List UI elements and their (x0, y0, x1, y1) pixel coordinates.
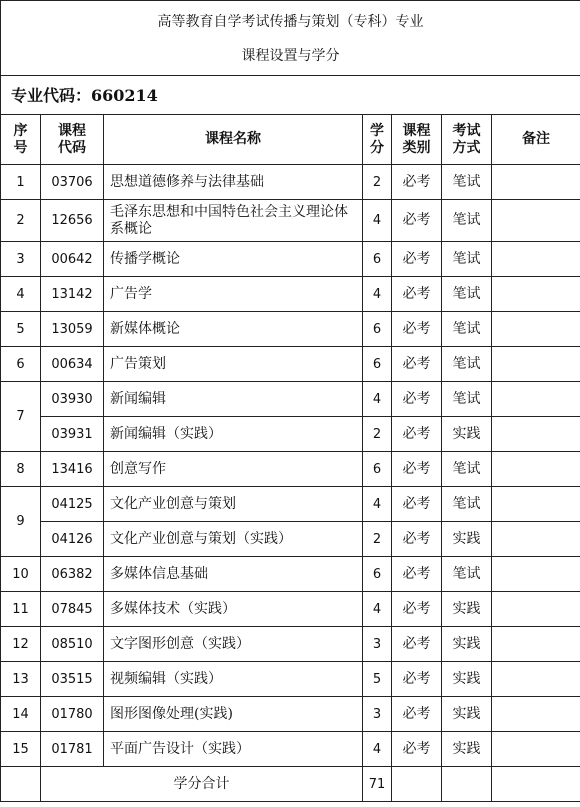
exam-cell: 实践 (442, 417, 492, 452)
seq-cell: 3 (1, 242, 41, 277)
category-cell: 必考 (392, 522, 442, 557)
seq-cell: 11 (1, 592, 41, 627)
name-cell: 视频编辑（实践） (104, 662, 363, 697)
name-cell: 创意写作 (104, 452, 363, 487)
name-cell: 文化产业创意与策划 (104, 487, 363, 522)
exam-cell: 实践 (442, 592, 492, 627)
name-cell: 新媒体概论 (104, 312, 363, 347)
exam-cell: 实践 (442, 732, 492, 767)
category-cell: 必考 (392, 452, 442, 487)
category-cell: 必考 (392, 417, 442, 452)
credit-cell: 6 (363, 312, 392, 347)
table-title (1, 1, 580, 76)
code-cell: 06382 (41, 557, 104, 592)
name-cell: 广告学 (104, 277, 363, 312)
name-cell: 平面广告设计（实践） (104, 732, 363, 767)
credit-cell: 6 (363, 557, 392, 592)
note-cell (492, 242, 580, 277)
name-cell: 图形图像处理(实践) (104, 697, 363, 732)
credit-cell: 6 (363, 452, 392, 487)
note-cell (492, 382, 580, 417)
credit-cell: 6 (363, 347, 392, 382)
name-cell: 毛泽东思想和中国特色社会主义理论体系概论 (104, 200, 363, 242)
title-row (1, 1, 580, 76)
seq-cell: 6 (1, 347, 41, 382)
seq-cell: 13 (1, 662, 41, 697)
seq-cell: 12 (1, 627, 41, 662)
code-cell: 00642 (41, 242, 104, 277)
credit-cell: 2 (363, 417, 392, 452)
note-cell (492, 312, 580, 347)
category-cell: 必考 (392, 557, 442, 592)
category-cell: 必考 (392, 165, 442, 200)
title-line-2: 课程设置与学分 (241, 47, 340, 64)
category-cell: 必考 (392, 312, 442, 347)
total-credit: 71 (363, 767, 392, 802)
category-cell: 必考 (392, 662, 442, 697)
exam-cell: 笔试 (442, 487, 492, 522)
note-cell (492, 417, 580, 452)
table-row (1, 452, 580, 487)
exam-cell: 笔试 (442, 242, 492, 277)
header-course-name: 课程名称 (104, 115, 363, 165)
exam-cell: 笔试 (442, 347, 492, 382)
exam-cell: 实践 (442, 662, 492, 697)
code-cell: 13142 (41, 277, 104, 312)
header-exam-method: 考试 方式 (442, 115, 492, 165)
category-cell: 必考 (392, 347, 442, 382)
table-row (1, 347, 580, 382)
code-cell: 00634 (41, 347, 104, 382)
table-row (1, 592, 580, 627)
header-note: 备注 (492, 115, 580, 165)
note-cell (492, 165, 580, 200)
code-cell: 03931 (41, 417, 104, 452)
total-empty-cell (492, 767, 580, 802)
credit-cell: 4 (363, 200, 392, 242)
note-cell (492, 557, 580, 592)
table-row (1, 277, 580, 312)
header-seq: 序 号 (1, 115, 41, 165)
code-cell: 12656 (41, 200, 104, 242)
code-cell: 08510 (41, 627, 104, 662)
exam-cell: 笔试 (442, 452, 492, 487)
table-row (1, 382, 580, 417)
header-category: 课程 类别 (392, 115, 442, 165)
exam-cell: 笔试 (442, 312, 492, 347)
category-cell: 必考 (392, 732, 442, 767)
table-row (1, 557, 580, 592)
table-row (1, 662, 580, 697)
code-cell: 13059 (41, 312, 104, 347)
note-cell (492, 452, 580, 487)
seq-cell: 1 (1, 165, 41, 200)
credit-cell: 3 (363, 627, 392, 662)
total-empty-cell (1, 767, 41, 802)
table-row (1, 732, 580, 767)
category-cell: 必考 (392, 242, 442, 277)
exam-cell: 笔试 (442, 277, 492, 312)
name-cell: 文化产业创意与策划（实践） (104, 522, 363, 557)
table-row (1, 627, 580, 662)
code-cell: 07845 (41, 592, 104, 627)
note-cell (492, 487, 580, 522)
note-cell (492, 697, 580, 732)
table-row (1, 312, 580, 347)
note-cell (492, 522, 580, 557)
code-cell: 04126 (41, 522, 104, 557)
table-row (1, 165, 580, 200)
note-cell (492, 592, 580, 627)
name-cell: 多媒体技术（实践） (104, 592, 363, 627)
total-empty-cell (442, 767, 492, 802)
exam-cell: 笔试 (442, 165, 492, 200)
code-cell: 03930 (41, 382, 104, 417)
credit-cell: 4 (363, 382, 392, 417)
table-row (1, 697, 580, 732)
seq-cell: 10 (1, 557, 41, 592)
credit-cell: 4 (363, 592, 392, 627)
code-cell: 03515 (41, 662, 104, 697)
name-cell: 新闻编辑（实践） (104, 417, 363, 452)
credit-cell: 4 (363, 487, 392, 522)
code-cell: 04125 (41, 487, 104, 522)
exam-cell: 笔试 (442, 200, 492, 242)
note-cell (492, 277, 580, 312)
credit-cell: 4 (363, 277, 392, 312)
code-cell: 01780 (41, 697, 104, 732)
name-cell: 新闻编辑 (104, 382, 363, 417)
table-row (1, 242, 580, 277)
category-cell: 必考 (392, 487, 442, 522)
exam-cell: 笔试 (442, 382, 492, 417)
exam-cell: 实践 (442, 522, 492, 557)
note-cell (492, 732, 580, 767)
seq-cell: 9 (1, 487, 41, 557)
category-cell: 必考 (392, 627, 442, 662)
major-code-value: 660214 (91, 85, 158, 105)
credit-cell: 3 (363, 697, 392, 732)
exam-cell: 实践 (442, 697, 492, 732)
exam-cell: 笔试 (442, 557, 492, 592)
category-cell: 必考 (392, 697, 442, 732)
seq-cell: 4 (1, 277, 41, 312)
seq-cell: 15 (1, 732, 41, 767)
name-cell: 文字图形创意（实践） (104, 627, 363, 662)
credit-cell: 5 (363, 662, 392, 697)
credit-cell: 6 (363, 242, 392, 277)
category-cell: 必考 (392, 382, 442, 417)
note-cell (492, 662, 580, 697)
code-cell: 03706 (41, 165, 104, 200)
seq-cell: 2 (1, 200, 41, 242)
table-row (1, 522, 580, 557)
name-cell: 思想道德修养与法律基础 (104, 165, 363, 200)
header-course-code: 课程 代码 (41, 115, 104, 165)
seq-cell: 7 (1, 382, 41, 452)
table-row (1, 200, 580, 242)
total-label: 学分合计 (41, 767, 363, 802)
seq-cell: 8 (1, 452, 41, 487)
credit-cell: 2 (363, 165, 392, 200)
header-row (1, 115, 580, 165)
total-empty-cell (392, 767, 442, 802)
total-row (1, 767, 580, 802)
code-cell: 13416 (41, 452, 104, 487)
major-code-row (1, 76, 580, 115)
credit-cell: 4 (363, 732, 392, 767)
title-line-1: 高等教育自学考试传播与策划（专科）专业 (157, 13, 424, 30)
table-row (1, 487, 580, 522)
category-cell: 必考 (392, 277, 442, 312)
name-cell: 传播学概论 (104, 242, 363, 277)
header-credit: 学 分 (363, 115, 392, 165)
exam-cell: 实践 (442, 627, 492, 662)
major-code-cell (1, 76, 580, 115)
category-cell: 必考 (392, 200, 442, 242)
note-cell (492, 200, 580, 242)
seq-cell: 14 (1, 697, 41, 732)
note-cell (492, 347, 580, 382)
credit-cell: 2 (363, 522, 392, 557)
code-cell: 01781 (41, 732, 104, 767)
seq-cell: 5 (1, 312, 41, 347)
name-cell: 广告策划 (104, 347, 363, 382)
note-cell (492, 627, 580, 662)
category-cell: 必考 (392, 592, 442, 627)
table-row (1, 417, 580, 452)
name-cell: 多媒体信息基础 (104, 557, 363, 592)
major-code-label: 专业代码： (11, 85, 92, 105)
